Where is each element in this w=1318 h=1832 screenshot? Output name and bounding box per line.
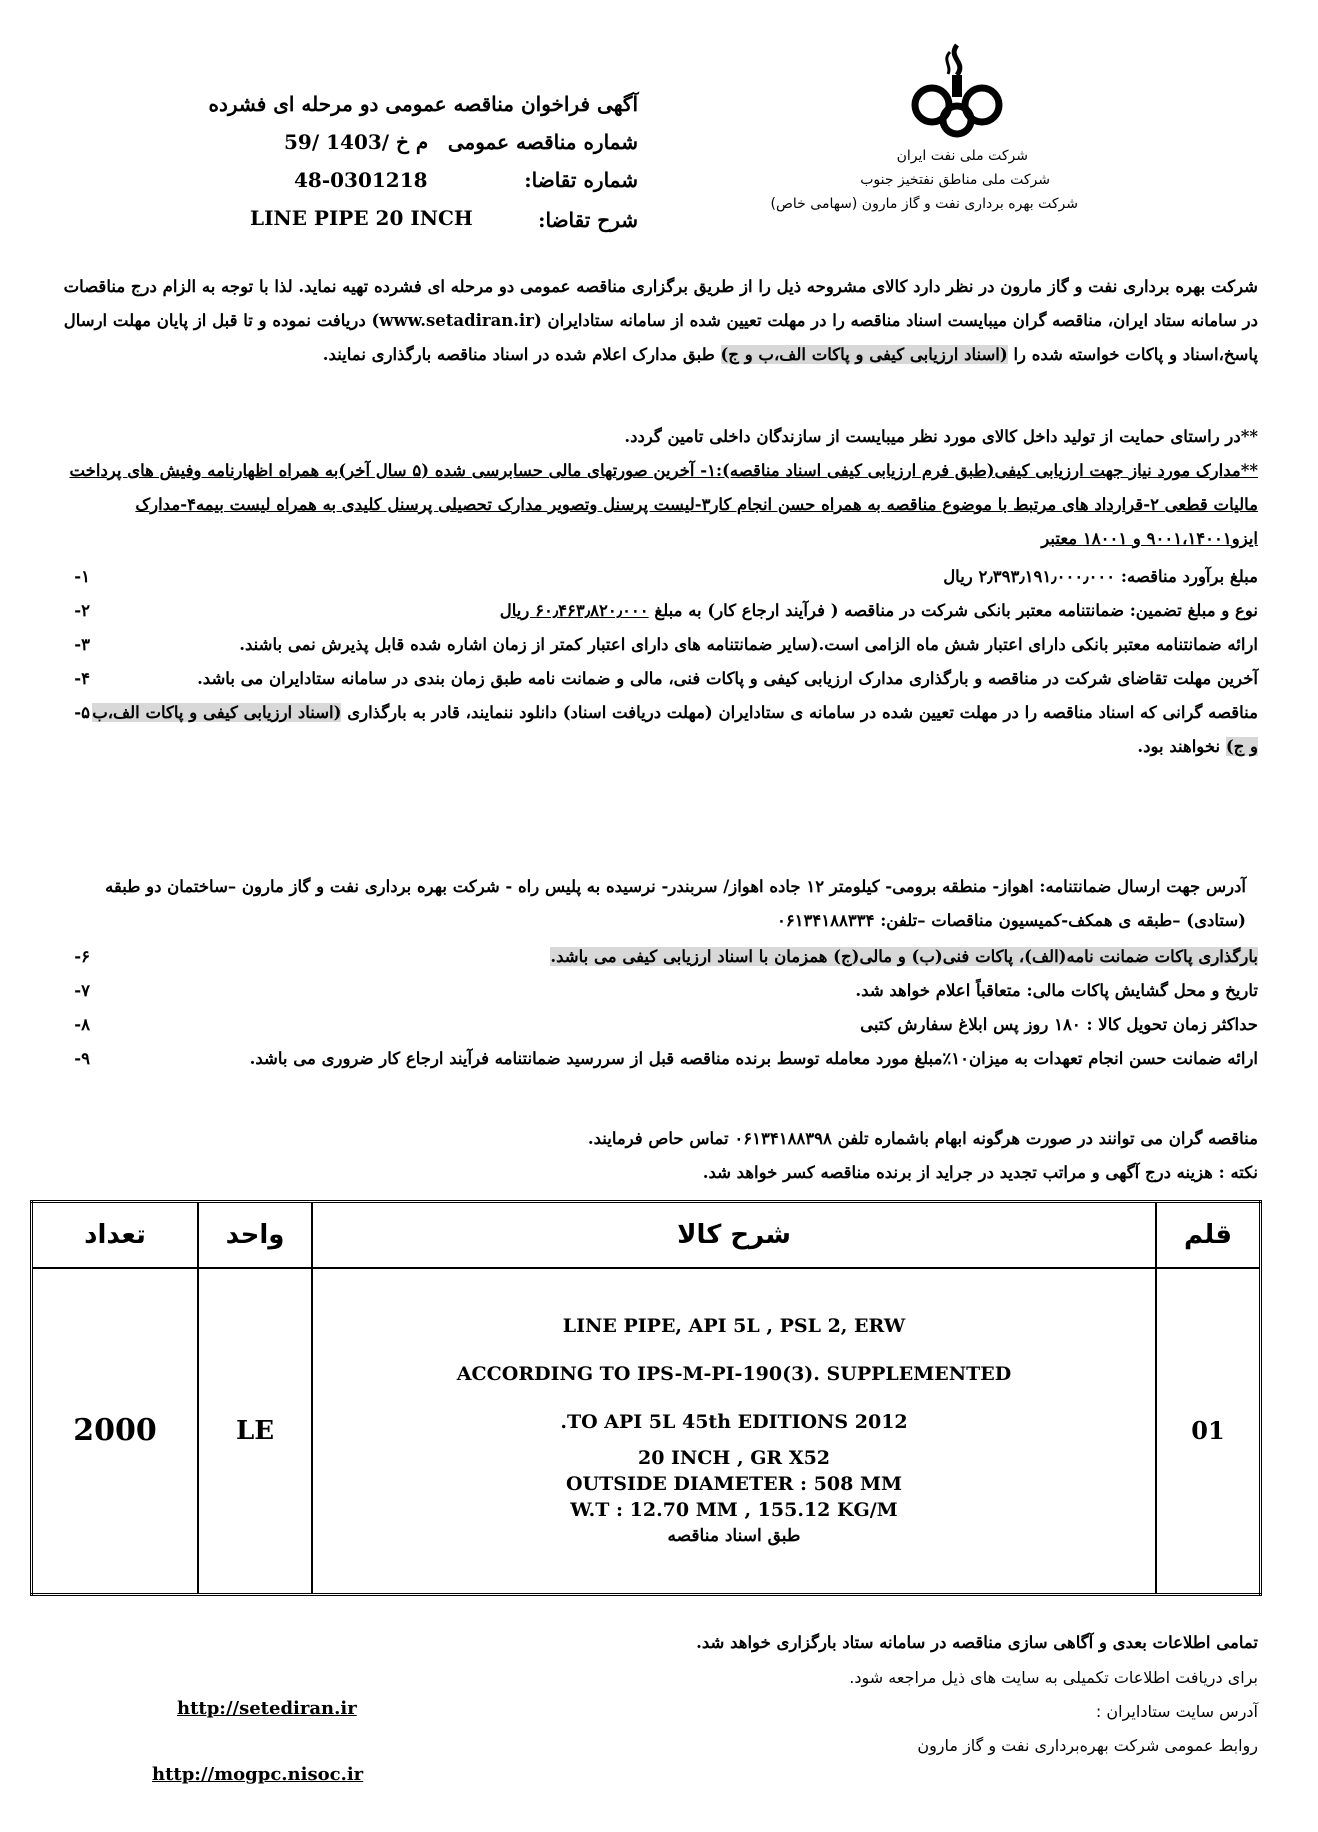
cost-note: نکته : هزینه درج آگهی و مراتب تجدید در جراید از برنده مناقصه کسر خواهد شد. xyxy=(702,1163,1258,1182)
items-list xyxy=(60,560,1258,764)
header-qty: تعداد xyxy=(32,1202,199,1269)
intro-text: شرکت بهره برداری نفت و گاز مارون در نظر دارد کالای مشروحه ذیل را از طریق برگزاری مناقصه عمومی دو مرحله ای فشرده تهیه نماید. لذا با توجه به الزام درج مناقصات در سامانه ستاد ایران، مناقصه گران میبایست اسناد مناقصه را در مهلت تعیین شده از سامانه ستادایران (www.setadiran.ir) دریافت نموده و تا قبل از پایان مهلت ارسال پاسخ،اسناد و پاکات خواسته شده را xyxy=(63,277,1258,364)
footer-info: تمامی اطلاعات بعدی و آگاهی سازی مناقصه در سامانه ستاد بارگزاری خواهد شد. xyxy=(696,1633,1258,1652)
intro-end: طبق مدارک اعلام شده در اسناد مناقصه بارگذاری نمایند. xyxy=(322,345,715,364)
intro-paragraph xyxy=(60,270,1258,372)
pr-link[interactable]: http://mogpc.nisoc.ir xyxy=(152,1764,364,1785)
intro-highlight: (اسناد ارزیابی کیفی و پاکات الف،ب و ج) xyxy=(720,345,1008,364)
guarantee-amount: ۶۰٫۴۶۳٫۸۲۰٫۰۰۰ ریال xyxy=(499,601,649,620)
request-number-value: 48-0301218 xyxy=(294,168,428,192)
goods-table xyxy=(30,1200,1262,1596)
cell-item: 01 xyxy=(1156,1268,1261,1594)
address-text: آدرس جهت ارسال ضمانتنامه: اهواز- منطقه برومی- کیلومتر ۱۲ جاده اهواز/ سربندر- نرسیده به پلیس راه - شرکت بهره برداری نفت و گاز مارون –ساختمان دو طبقه (ستادی) –طبقه ی همکف-کمیسیون مناقصات –تلفن: ۰۶۱۳۴۱۸۸۳۳۴ xyxy=(105,877,1246,930)
page-title: آگهی فراخوان مناقصه عمومی دو مرحله ای فشرده xyxy=(208,92,638,116)
header-desc: شرح کالا xyxy=(312,1202,1156,1269)
note-qualification-docs: **مدارک مورد نیاز جهت ارزیابی کیفی(طبق فرم ارزیابی کیفی اسناد مناقصه):۱- آخرین صورتهای مالی حسابرسی شده (۵ سال آخر)به همراه اظهارنامه وفیش های پرداخت مالیات قطعی ۲-قرارداد های مرتبط با موضوع مناقصه به همراه حسن انجام کار۳-لیست پرسنل وتصویر مدارک تحصیلی پرسنل کلیدی به همراه لیست بیمه۴-مدارک ایزو۹۰۰۱،۱۴۰۰۱ و ۱۸۰۰۱ معتبر xyxy=(69,461,1258,548)
tender-number-value: 59/ م خ /1403 xyxy=(284,130,429,154)
list-item: ۸- حداکثر زمان تحویل کالا : ۱۸۰ روز پس ابلاغ سفارش کتبی xyxy=(74,1015,1258,1034)
request-desc-value: LINE PIPE 20 INCH xyxy=(250,206,473,230)
nioc-logo xyxy=(872,40,1042,140)
list-item: ۷- تاریخ و محل گشایش پاکات مالی: متعاقباً اعلام خواهد شد. xyxy=(74,981,1258,1000)
note-domestic: **در راستای حمایت از تولید داخل کالای مورد نظر میبایست از سازندگان داخلی تامین گردد. xyxy=(624,427,1258,446)
tender-number-label: شماره مناقصه عمومی xyxy=(447,130,638,154)
cell-desc: LINE PIPE, API 5L , PSL 2, ERW ACCORDING TO IPS-M-PI-190(3). SUPPLEMENTED .TO API 5L 45th EDITIONS 2012 20 INCH , GR X52 OUTSIDE DIAMETER : 508 MM W.T : 12.70 MM , 155.12 KG/M طبق اسناد مناقصه xyxy=(312,1268,1156,1594)
table-header-row xyxy=(32,1202,1261,1269)
company-line-1: شرکت ملی نفت ایران xyxy=(896,148,1028,164)
list-item: ۵- مناقصه گرانی که اسناد مناقصه را در مهلت تعیین شده در سامانه ی ستادایران (مهلت دریافت اسناد) دانلود ننمایند، قادر به بارگذاری (اسناد ارزیابی کیفی و پاکات الف،ب و ج) نخواهند بود. xyxy=(74,703,1258,756)
items-list-2 xyxy=(60,940,1258,1076)
company-line-3: شرکت بهره برداری نفت و گاز مارون (سهامی خاص) xyxy=(770,196,1078,212)
setad-label: آدرس سایت ستادایران : xyxy=(1095,1702,1258,1721)
setad-link[interactable]: http://setediran.ir xyxy=(177,1698,357,1719)
list-item: ۱- مبلغ برآورد مناقصه: ۲٫۳۹۳٫۱۹۱٫۰۰۰٫۰۰۰ ریال xyxy=(74,567,1258,586)
list-item: ۲- نوع و مبلغ تضمین: ضمانتنامه معتبر بانکی شرکت در مناقصه ( فرآیند ارجاع کار) به مبلغ ۶۰٫۴۶۳٫۸۲۰٫۰۰۰ ریال xyxy=(74,601,1258,620)
pr-label: روابط عمومی شرکت بهره‌برداری نفت و گاز مارون xyxy=(917,1736,1258,1755)
company-line-2: شرکت ملی مناطق نفتخیز جنوب xyxy=(860,172,1050,188)
cell-unit: LE xyxy=(198,1268,312,1594)
list-item: ۹- ارائه ضمانت حسن انجام تعهدات به میزان۱۰٪مبلغ مورد معامله توسط برنده مناقصه قبل از سررسید ضمانتنامه فرآیند ارجاع کار ضروری می باشد. xyxy=(74,1049,1258,1068)
table-row xyxy=(32,1268,1261,1594)
header-unit: واحد xyxy=(198,1202,312,1269)
cell-qty: 2000 xyxy=(32,1268,199,1594)
footer-more: برای دریافت اطلاعات تکمیلی به سایت های ذیل مراجعه شود. xyxy=(849,1668,1258,1687)
request-number-label: شماره تقاضا: xyxy=(524,168,638,192)
list-item: ۳- ارائه ضمانتنامه معتبر بانکی دارای اعتبار شش ماه الزامی است.(سایر ضمانتنامه های دارای اعتبار کمتر از زمان اشاره شده قابل پذیرش نمی باشند. xyxy=(74,635,1258,654)
contact-text: مناقصه گران می توانند در صورت هرگونه ابهام باشماره تلفن ۰۶۱۳۴۱۸۸۳۹۸ تماس حاص فرمایند. xyxy=(587,1129,1258,1148)
header-item: قلم xyxy=(1156,1202,1261,1269)
list-item: ۶- بارگذاری پاکات ضمانت نامه(الف)، پاکات فنی(ب) و مالی(ج) همزمان با اسناد ارزیابی کیفی می باشد. xyxy=(74,947,1258,966)
list-item: ۴- آخرین مهلت تقاضای شرکت در مناقصه و بارگذاری مدارک ارزیابی کیفی و پاکات فنی، مالی و ضمانت نامه طبق زمان بندی در سامانه ستادایران می باشد. xyxy=(74,669,1258,688)
request-desc-label: شرح تقاضا: xyxy=(538,208,638,232)
